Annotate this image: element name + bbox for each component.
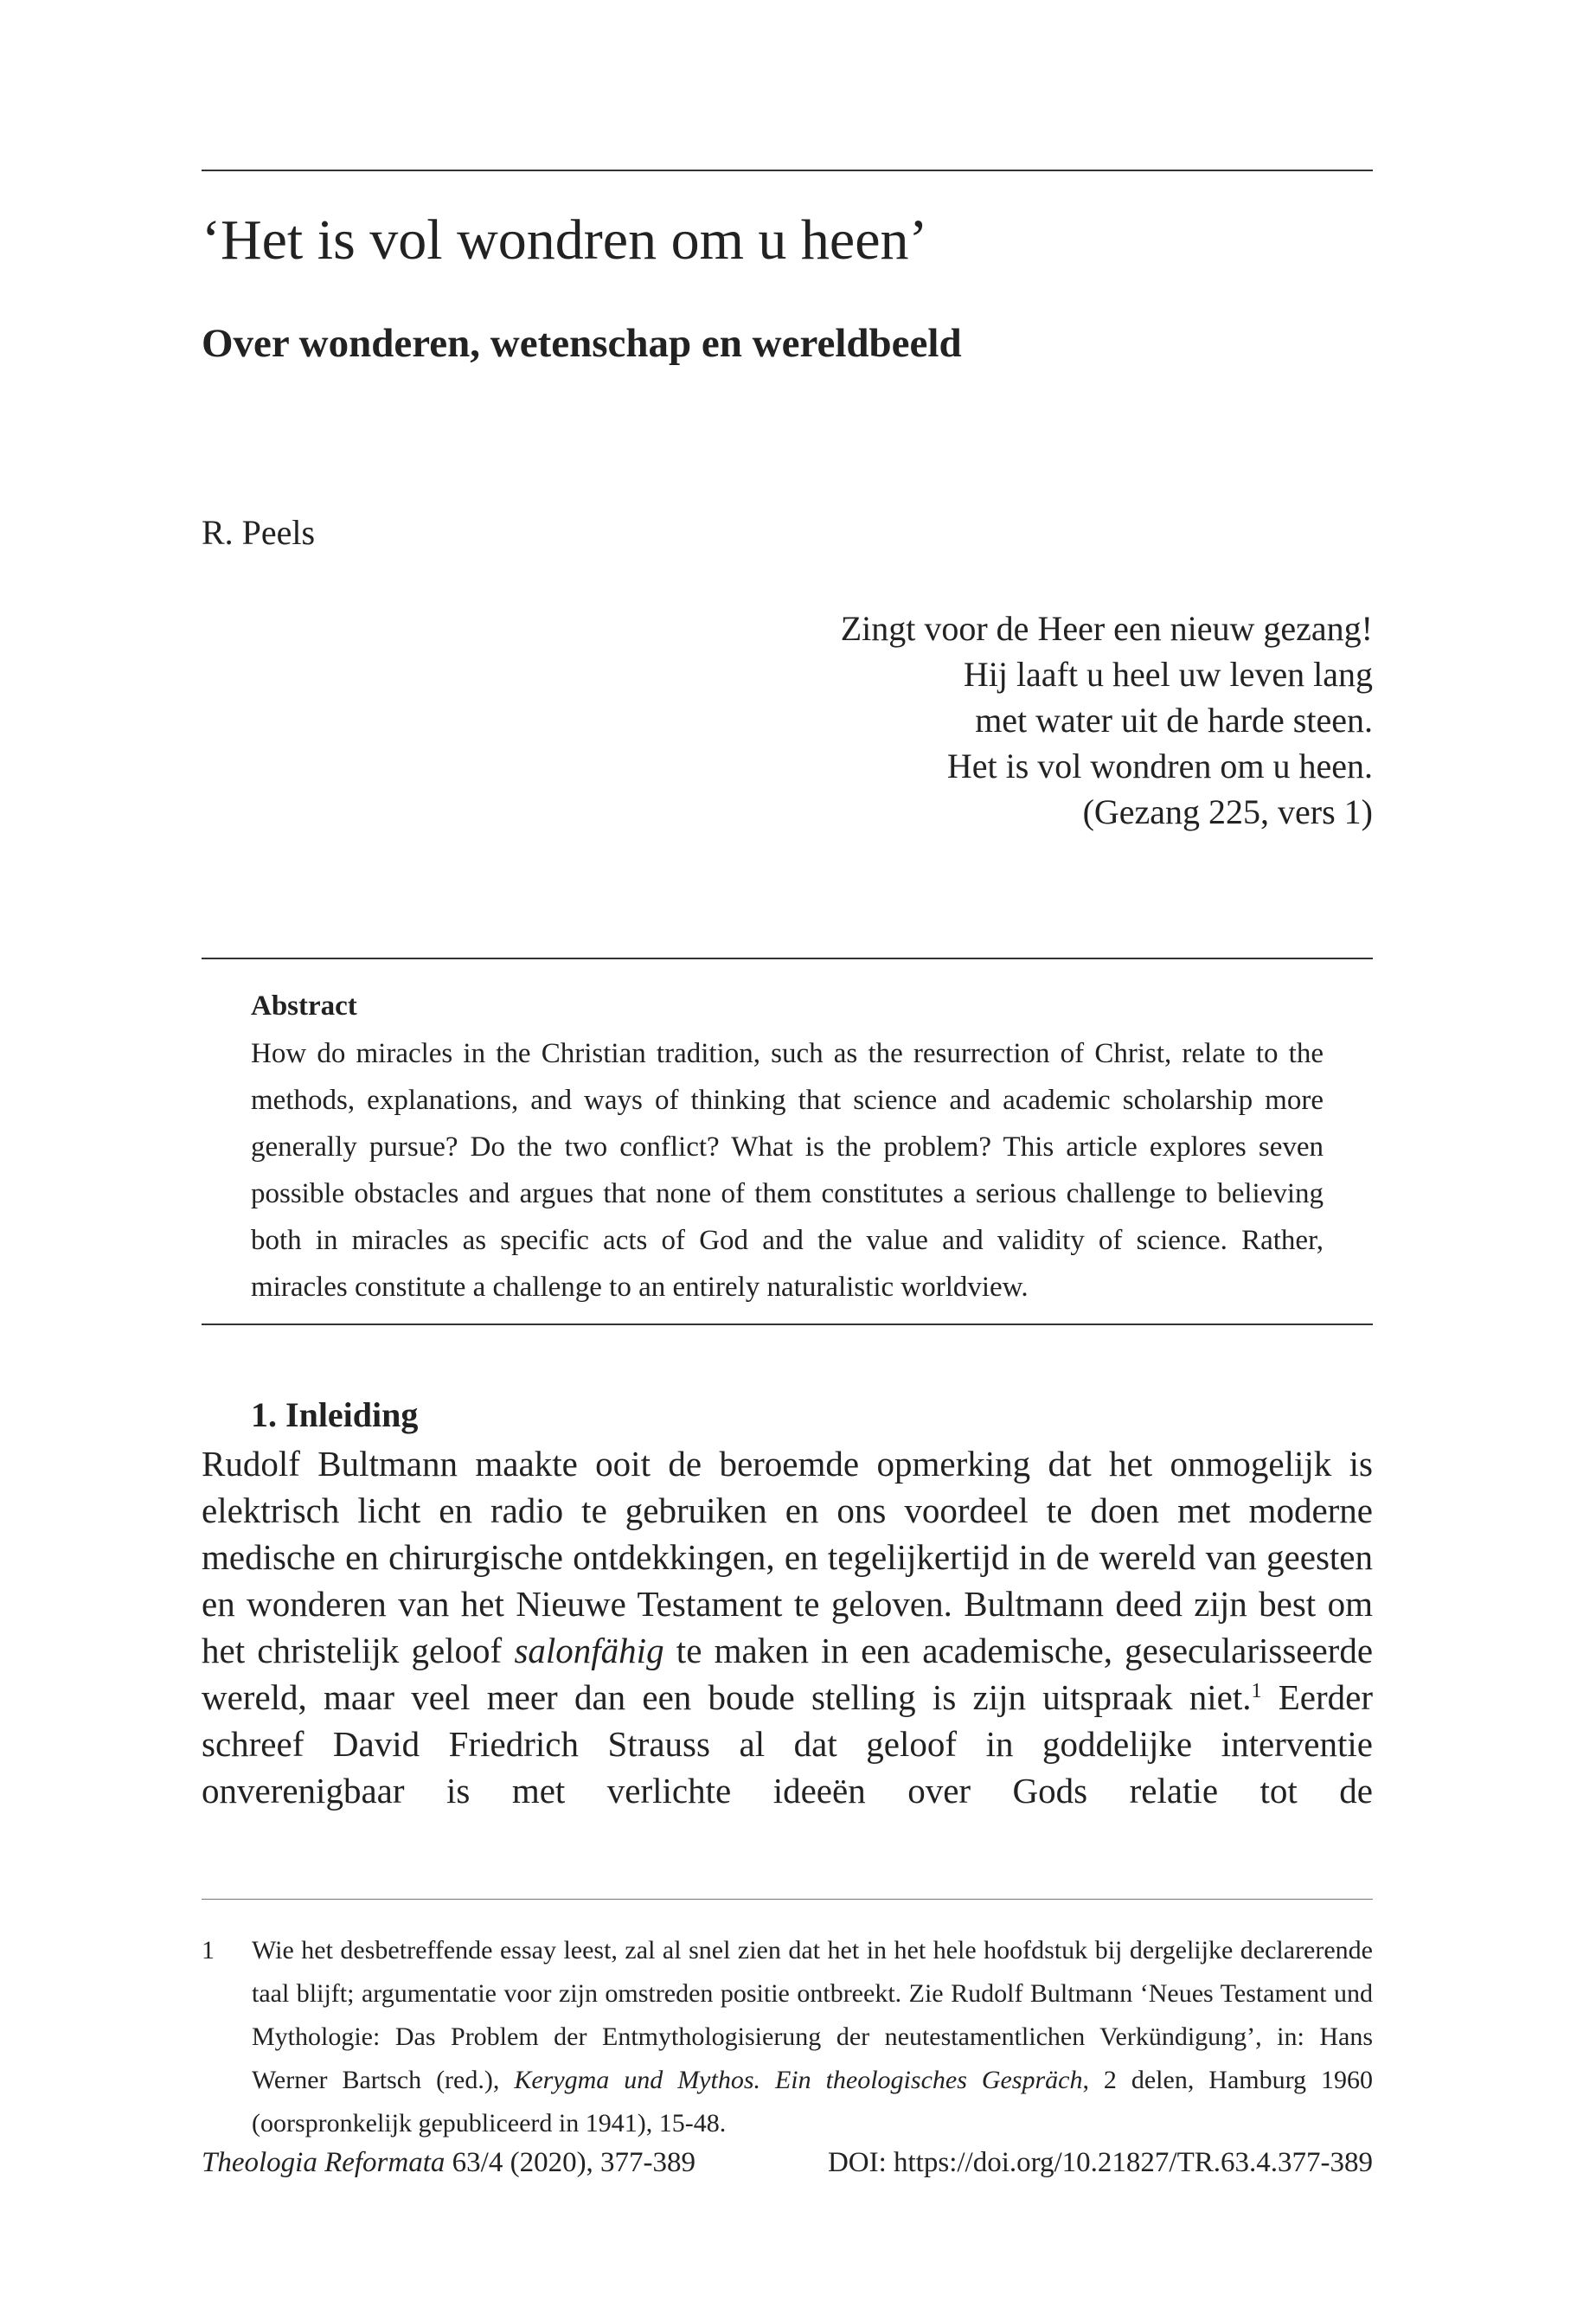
top-rule bbox=[202, 170, 1373, 171]
body-text-part: te maken in een academische, gesecularisseerde wereld, maar veel meer dan een boude stelling is zijn uitspraak niet. bbox=[202, 1631, 1374, 1717]
footnote-text-part: , 2 delen, Hamburg 1960 (oorspronkelijk gepubliceerd in 1941), 15-48. bbox=[252, 2066, 1374, 2138]
footnote-italic-title: Kerygma und Mythos. Ein theologisches Gespräch bbox=[514, 2066, 1083, 2094]
footnote-text bbox=[252, 1929, 1373, 2145]
journal-name: Theologia Reformata bbox=[202, 2147, 445, 2178]
abstract-heading: Abstract bbox=[251, 990, 357, 1022]
citation-info: 63/4 (2020), 377-389 bbox=[452, 2147, 696, 2178]
epigraph-source: (Gezang 225, vers 1) bbox=[1082, 792, 1373, 831]
epigraph-line: Zingt voor de Heer een nieuw gezang! bbox=[840, 609, 1373, 648]
italic-term: salonfähig bbox=[514, 1631, 664, 1670]
epigraph-line: met water uit de harde steen. bbox=[975, 701, 1373, 740]
body-paragraph bbox=[202, 1440, 1373, 1814]
journal-citation bbox=[202, 2147, 695, 2179]
footnote-text-part: Wie het desbetreffende essay leest, zal al snel zien dat het in het hele hoofdstuk bij dergelijke declarerende taal blijft; argumentatie voor zijn omstreden positie ontbreekt. Zie Rudolf Bultmann ‘Neues Testament und Mythologie: Das Problem der Entmythologisierung der neutestamentlichen Verkündigung’, in: Hans Werner Bartsch (red.), bbox=[252, 1936, 1373, 2094]
doi-link[interactable]: DOI: https://doi.org/10.21827/TR.63.4.377-389 bbox=[827, 2147, 1373, 2178]
footnote bbox=[202, 1929, 1373, 2145]
abstract-bottom-rule bbox=[202, 1324, 1373, 1325]
author-name: R. Peels bbox=[202, 513, 316, 552]
body-text-part: Eerder schreef David Friedrich Strauss al dat geloof in goddelijke interventie onverenigbaar is met verlichte ideeën over Gods relatie tot de bbox=[202, 1677, 1373, 1811]
epigraph-line: Het is vol wondren om u heen. bbox=[946, 747, 1373, 785]
epigraph bbox=[606, 606, 1373, 835]
section-heading: 1. Inleiding bbox=[251, 1395, 419, 1434]
abstract-block bbox=[251, 982, 1324, 1311]
abstract-top-rule bbox=[202, 958, 1373, 959]
abstract-text: How do miracles in the Christian tradition, such as the resurrection of Christ, relate to the methods, explanations, and ways of thinking that science and academic scholarship more generally pursue? Do the two conflict? What is the problem? This article explores seven possible obstacles and argues that none of them constitutes a serious challenge to believing both in miracles as specific acts of God and the value and validity of science. Rather, miracles constitute a challenge to an entirely naturalistic worldview. bbox=[251, 1038, 1324, 1303]
epigraph-line: Hij laaft u heel uw leven lang bbox=[963, 655, 1373, 694]
footnote-rule bbox=[202, 1899, 1373, 1900]
footnote-number: 1 bbox=[202, 1936, 215, 1965]
article-title: ‘Het is vol wondren om u heen’ bbox=[202, 208, 928, 272]
body-text-part: Rudolf Bultmann maakte ooit de beroemde opmerking dat het onmogelijk is elektrisch licht en radio te gebruiken en ons voordeel te doen met moderne medische en chirurgische ontdekkingen, en tegelijkertijd in de wereld van geesten en wonderen van het Nieuwe Testament te geloven. Bultmann deed zijn best om het christelijk geloof bbox=[202, 1444, 1373, 1670]
article-subtitle: Over wonderen, wetenschap en wereldbeeld bbox=[202, 321, 962, 366]
footnote-reference[interactable]: 1 bbox=[1251, 1680, 1262, 1702]
